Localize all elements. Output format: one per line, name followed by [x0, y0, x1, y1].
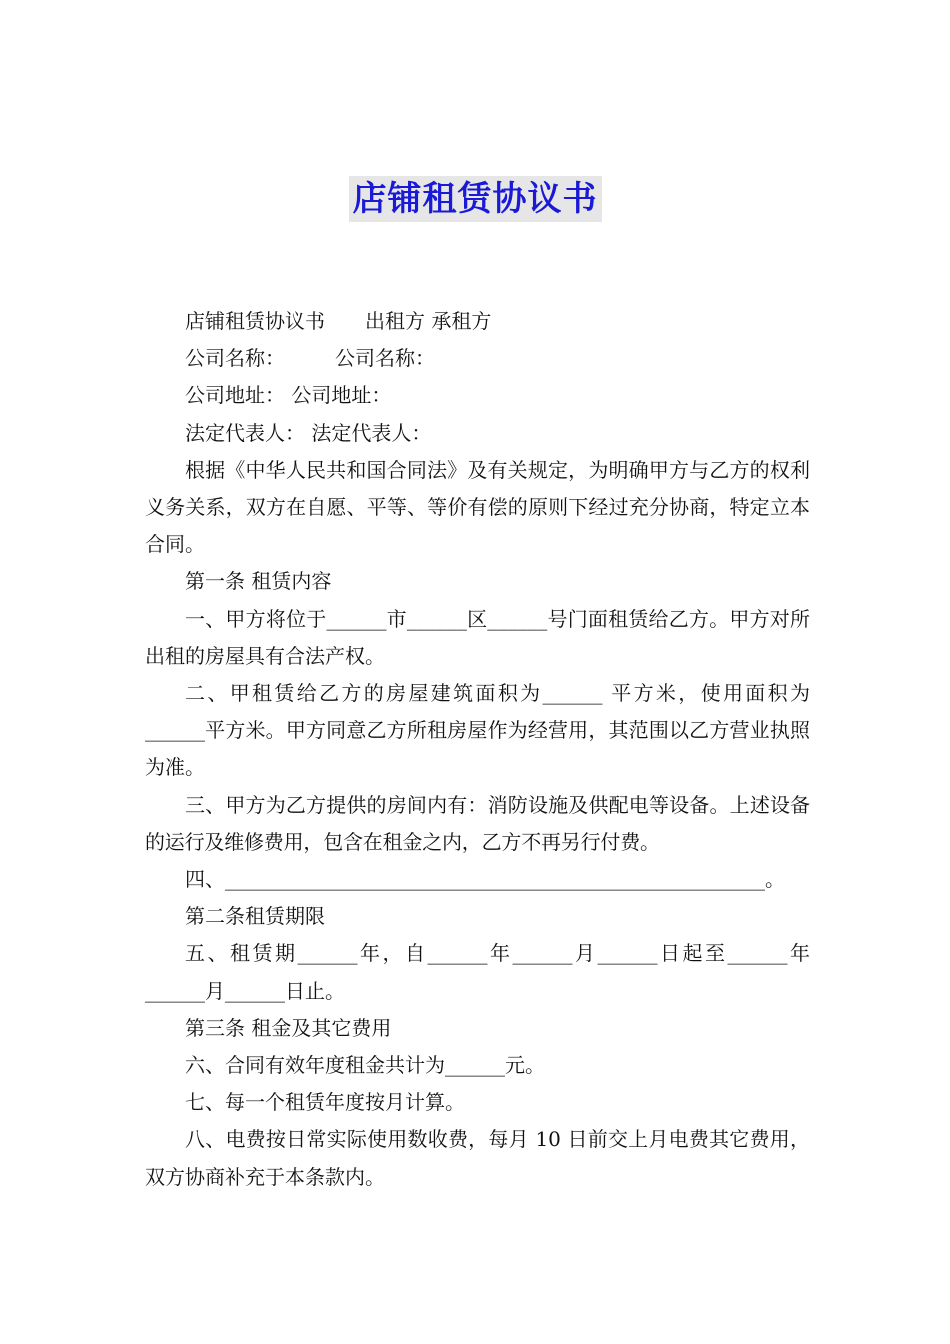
clause-6: 六、合同有效年度租金共计为______元。: [185, 1053, 545, 1078]
clause-7: 七、每一个租赁年度按月计算。: [185, 1090, 465, 1115]
paragraph-legal-representative: 法定代表人： 法定代表人：: [185, 420, 432, 445]
paragraph-company-address: 公司地址： 公司地址：: [185, 383, 392, 408]
clause-8: 八、电费按日常实际使用数收费，每月 10 日前交上月电费其它费用，双方协商补充于本条款内。: [145, 1127, 810, 1189]
article-heading-3: 第三条 租金及其它费用: [185, 1015, 392, 1040]
document-title-text: 店铺租赁协议书: [349, 176, 602, 222]
document-title: [0, 176, 950, 228]
paragraph-header-parties: 店铺租赁协议书 出租方 承租方: [185, 309, 492, 333]
clause-2: 二、甲租赁给乙方的房屋建筑面积为______ 平方米，使用面积为______平方米。甲方同意乙方所租房屋作为经营用，其范围以乙方营业执照为准。: [145, 681, 810, 780]
clause-1: 一、甲方将位于______市______区______号门面租赁给乙方。甲方对所出租的房屋具有合法产权。: [145, 606, 810, 668]
paragraph-company-name: 公司名称： 公司名称：: [185, 346, 435, 371]
article-heading-2: 第二条租赁期限: [185, 904, 325, 929]
paragraph-preamble: 根据《中华人民共和国合同法》及有关规定，为明确甲方与乙方的权利义务关系，双方在自愿、平等、等价有偿的原则下经过充分协商，特定立本合同。: [145, 457, 810, 557]
clause-5: 五、租赁期______年，自______年______月______日起至______年______月______日止。: [145, 941, 810, 1003]
clause-4: 四、______________________________________________________。: [185, 867, 785, 892]
clause-3: 三、甲方为乙方提供的房间内有：消防设施及供配电等设备。上述设备的运行及维修费用，包含在租金之内，乙方不再另行付费。: [145, 792, 810, 854]
article-heading-1: 第一条 租赁内容: [185, 569, 332, 594]
document-body: [145, 303, 810, 1196]
